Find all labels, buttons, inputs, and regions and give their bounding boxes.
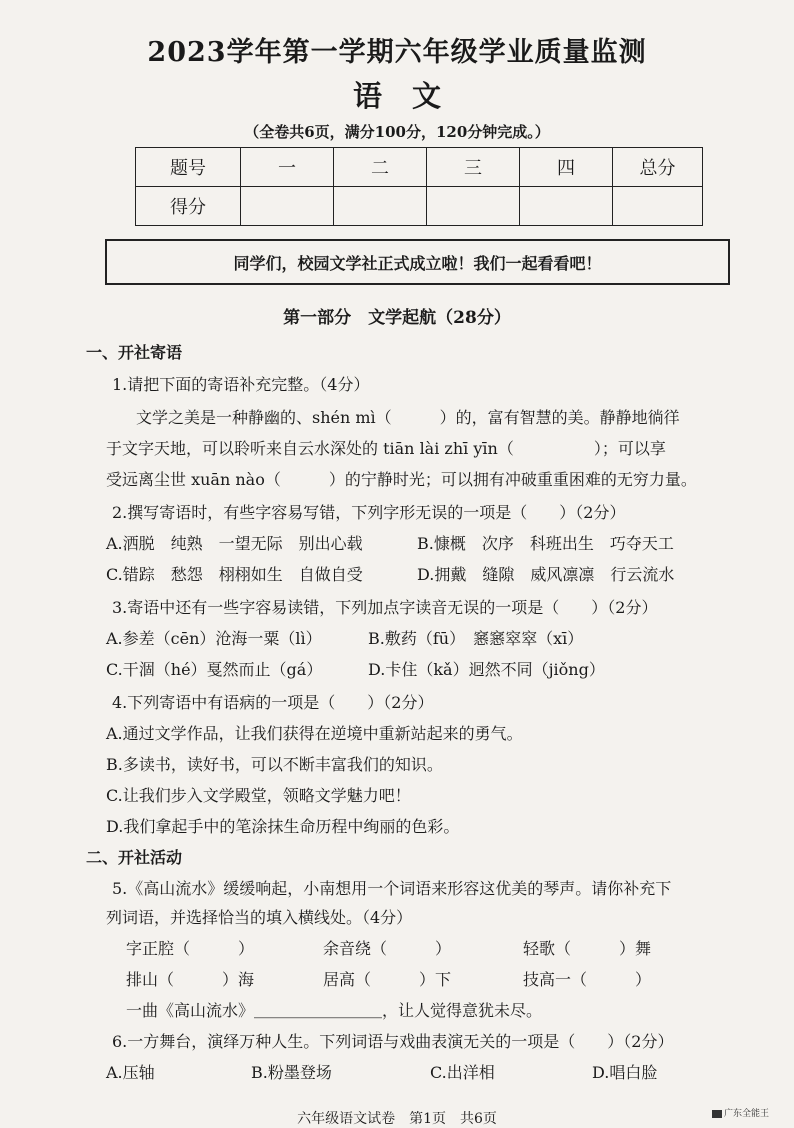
idiom-blank: 余音绕（ ） [323,939,452,958]
score-input-cell[interactable] [427,187,520,226]
option: C.错踪 愁怨 栩栩如生 自做自受 [106,565,363,584]
score-cell: 一 [241,148,334,187]
scanner-logo-text: 广东全能王 [724,1109,770,1119]
option: A.参差（cēn）沧海一粟（lì） [106,629,322,648]
question-text: 文学之美是一种静幽的、shén mì（ ）的，富有智慧的美。静静地徜徉 [136,408,680,427]
question-stem: 2.撰写寄语时，有些字容易写错，下列字形无误的一项是（ ）（2分） [112,503,626,522]
page-footer: 六年级语文试卷 第1页 共6页 [297,1111,497,1127]
question-stem: 列词语，并选择恰当的填入横线处。（4分） [106,908,413,927]
option: D.拥戴 缝隙 威风凛凛 行云流水 [417,565,675,584]
score-cell: 题号 [136,148,241,187]
subject-title: 语文 [352,79,471,113]
option: D.我们拿起手中的笔涂抹生命历程中绚丽的色彩。 [106,817,460,836]
fill-sentence: 一曲《高山流水》＿＿＿＿＿＿＿＿，让人觉得意犹未尽。 [126,1001,543,1020]
score-input-cell[interactable] [613,187,703,226]
banner-text: 同学们，校园文学社正式成立啦！我们一起看看吧！ [233,253,602,273]
score-input-cell[interactable] [334,187,427,226]
option: A.洒脱 纯熟 一望无际 别出心载 [106,534,363,553]
idiom-blank: 居高（ ）下 [323,970,452,989]
option: C.干涸（hé）戛然而止（gá） [106,660,323,679]
idiom-blank: 排山（ ）海 [126,970,255,989]
option: A.压轴 [106,1063,155,1082]
section-heading: 二、开社活动 [86,848,183,867]
score-input-cell[interactable] [520,187,613,226]
score-input-cell[interactable] [241,187,334,226]
option: D.卡住（kǎ）迥然不同（jiǒng） [368,660,605,679]
score-cell: 四 [520,148,613,187]
score-table [135,147,703,226]
option: C.出洋相 [430,1063,495,1082]
score-table-score-row [136,187,703,226]
score-cell: 总分 [613,148,703,187]
question-stem: 3.寄语中还有一些字容易读错，下列加点字读音无误的一项是（ ）（2分） [112,598,658,617]
option: D.唱白脸 [592,1063,658,1082]
part-title: 第一部分 文学起航（28分） [283,308,511,328]
section-heading: 一、开社寄语 [86,343,183,362]
scanner-logo [712,1106,769,1119]
question-stem: 6.一方舞台，演绎万种人生。下列词语与戏曲表演无关的一项是（ ）（2分） [112,1032,674,1051]
score-cell: 二 [334,148,427,187]
exam-note: （全卷共6页，满分100分，120分钟完成。） [244,123,550,141]
scanner-logo-icon [712,1110,722,1118]
question-stem: 1.请把下面的寄语补充完整。（4分） [112,375,370,394]
idiom-blank: 轻歌（ ）舞 [523,939,652,958]
question-text: 受远离尘世 xuān nào（ ）的宁静时光；可以拥有冲破重重困难的无穷力量。 [106,470,697,489]
option: B.多读书，读好书，可以不断丰富我们的知识。 [106,755,443,774]
score-table-header-row [136,148,703,187]
intro-banner [105,239,730,285]
question-stem: 5.《高山流水》缓缓响起，小南想用一个词语来形容这优美的琴声。请你补充下 [112,879,672,898]
option: C.让我们步入文学殿堂，领略文学魅力吧！ [106,786,411,805]
idiom-blank: 字正腔（ ） [126,939,255,958]
option: A.通过文学作品，让我们获得在逆境中重新站起来的勇气。 [106,724,523,743]
score-cell: 得分 [136,187,241,226]
option: B.粉墨登场 [251,1063,332,1082]
option: B.慷概 次序 科班出生 巧夺天工 [417,534,674,553]
question-text: 于文字天地，可以聆听来自云水深处的 tiān lài zhī yīn（ ）；可以享 [106,439,666,458]
question-stem: 4.下列寄语中有语病的一项是（ ）（2分） [112,693,434,712]
score-cell: 三 [427,148,520,187]
option: B.敷药（fū） 窸窸窣窣（xī） [368,629,584,648]
idiom-blank: 技高一（ ） [523,970,652,989]
exam-title: 2023学年第一学期六年级学业质量监测 [147,37,647,68]
